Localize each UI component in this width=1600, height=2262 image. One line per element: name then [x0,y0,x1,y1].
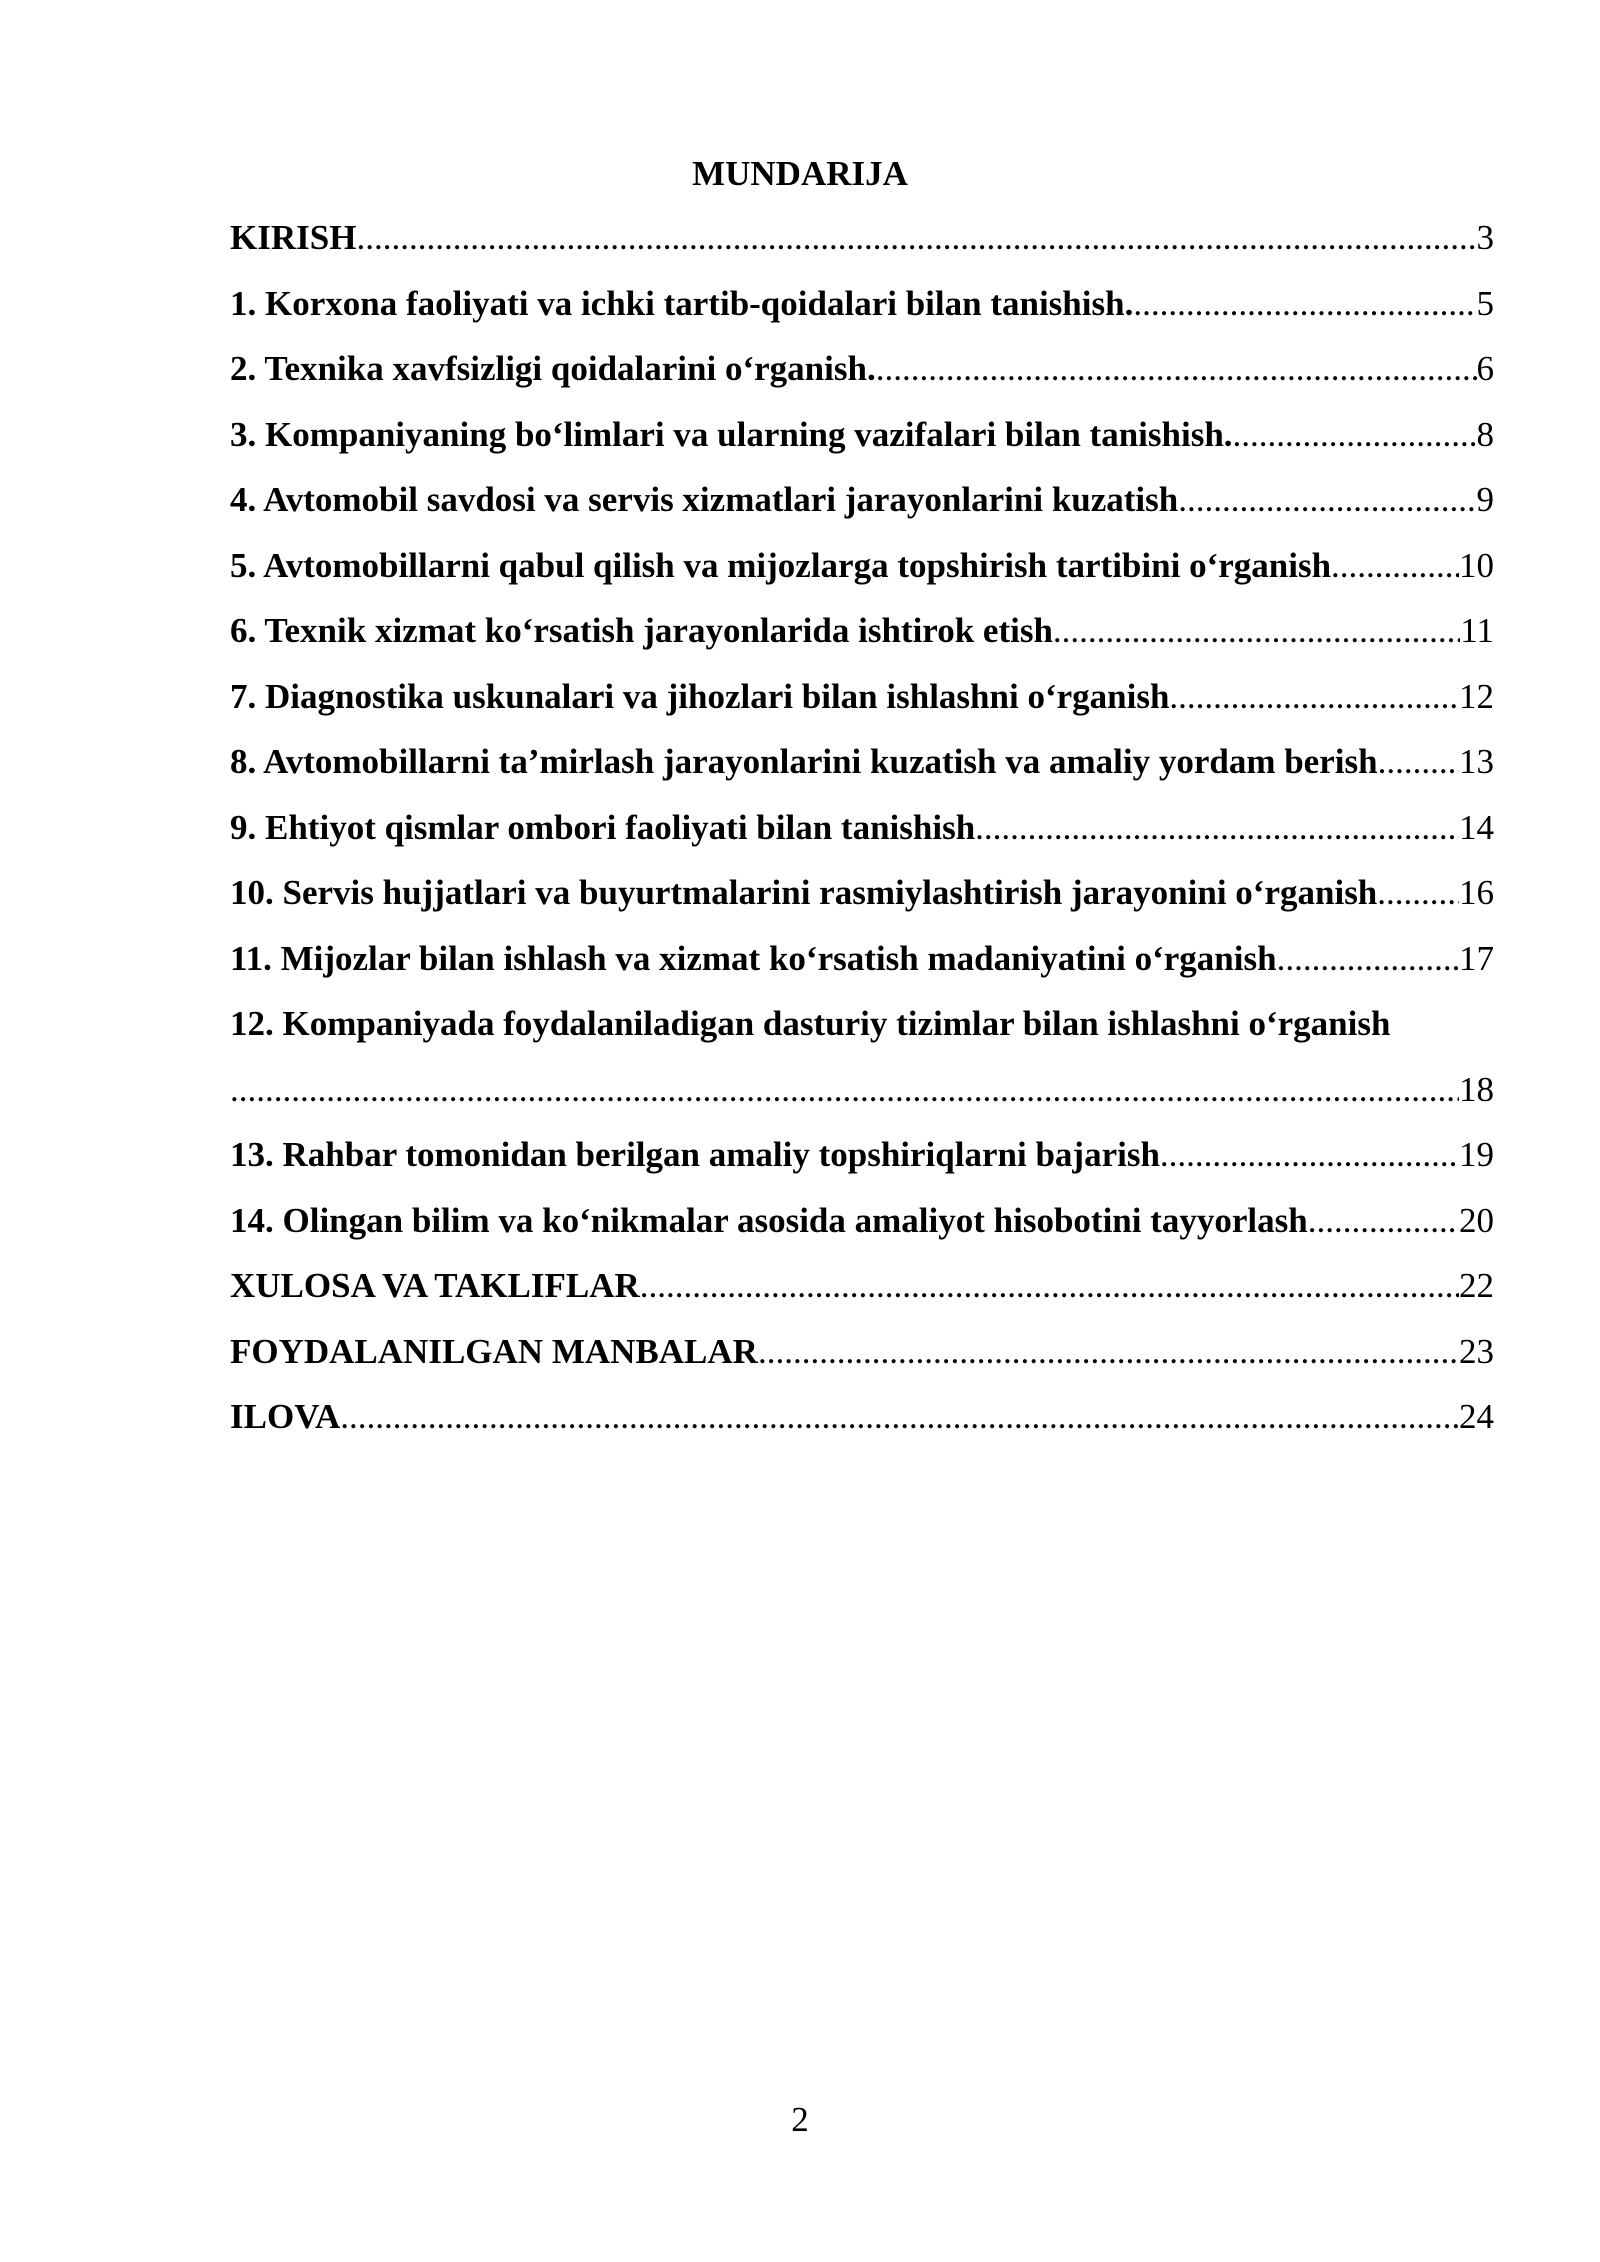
toc-entry-12[interactable] [230,1002,1494,1133]
toc-entry-kirish[interactable] [230,216,1494,282]
dot-leader [758,1330,1459,1374]
toc-entry-6[interactable] [230,609,1494,675]
toc-entry-7[interactable] [230,675,1494,741]
toc-entry-9[interactable] [230,806,1494,872]
toc-entry-label: 5. Avtomobillarni qabul qilish va mijozlarga topshirish tartibini o‘rganish [230,545,1332,585]
toc-entry-page: 8 [1476,414,1494,454]
dot-leader [876,347,1477,391]
toc-entry-page: 14 [1459,807,1494,847]
toc-entry-3[interactable] [230,413,1494,479]
toc-entry-label: 11. Mijozlar bilan ishlash va xizmat ko‘rsatish madaniyatini o‘rganish [230,938,1277,978]
toc-entry-label: 10. Servis hujjatlari va buyurtmalarini rasmiylashtirish jarayonini o‘rganish [230,873,1378,912]
toc-entry-label: ILOVA [230,1397,341,1436]
toc-entry-label: 8. Avtomobillarni ta’mirlash jarayonlarini kuzatish va amaliy yordam berish [230,742,1378,781]
toc-entry-label: 14. Olingan bilim va ko‘nikmalar asosida amaliyot hisobotini tayyorlash [230,1200,1308,1240]
toc-entry-xulosa[interactable] [230,1264,1494,1330]
dot-leader [1160,1133,1459,1177]
dot-leader [1377,871,1459,915]
toc-entry-2[interactable] [230,347,1494,413]
toc-entry-13[interactable] [230,1133,1494,1199]
toc-entry-label: 9. Ehtiyot qismlar ombori faoliyati bilan tanishish [230,807,976,847]
toc-entry-page: 13 [1459,742,1494,781]
dot-leader [1378,740,1459,784]
toc-entry-label: 4. Avtomobil savdosi va servis xizmatlari jarayonlarini kuzatish [230,480,1179,519]
toc-entry-8[interactable] [230,740,1494,806]
toc-entry-leader-line [230,1068,1494,1134]
toc-entry-page: 16 [1459,873,1494,912]
toc-entry-label: 12. Kompaniyada foydalaniladigan dasturiy tizimlar bilan ishlashni o‘rganish [230,1004,1391,1043]
toc-entry-label: 7. Diagnostika uskunalari va jihozlari bilan ishlashni o‘rganish [230,676,1170,716]
dot-leader [356,216,1476,260]
dot-leader [1053,609,1460,653]
dot-leader [1277,937,1459,981]
dot-leader [1178,478,1476,522]
toc-entry-page: 10 [1459,545,1494,585]
dot-leader [1233,413,1477,457]
toc-entry-11[interactable] [230,937,1494,1003]
toc-entry-page: 9 [1476,480,1494,519]
toc-entry-page: 18 [1459,1069,1494,1109]
toc-entry-label: 13. Rahbar tomonidan berilgan amaliy topshiriqlarni bajarish [230,1135,1160,1174]
dot-leader [1331,544,1459,588]
dot-leader [975,806,1459,850]
toc-entry-page: 3 [1476,218,1494,257]
toc-entry-1[interactable] [230,282,1494,348]
toc-entry-page: 20 [1459,1200,1494,1240]
toc-entry-page: 6 [1476,349,1494,388]
toc-entry-10[interactable] [230,871,1494,937]
dot-leader [640,1264,1459,1308]
page-number: 2 [791,2100,809,2139]
toc-entry-label: KIRISH [230,218,357,257]
toc-entry-label: XULOSA VA TAKLIFLAR [230,1266,640,1305]
dot-leader [1308,1199,1459,1243]
toc-entry-label: FOYDALANILGAN MANBALAR [230,1331,758,1371]
dot-leader [340,1395,1459,1439]
dot-leader [230,1068,1459,1112]
toc-entry-label: 2. Texnika xavfsizligi qoidalarini o‘rganish. [230,349,876,388]
toc-entry-label: 6. Texnik xizmat ko‘rsatish jarayonlarida ishtirok etish [230,611,1053,650]
toc-entry-ilova[interactable] [230,1395,1494,1461]
toc-entry-page: 23 [1459,1331,1494,1371]
toc-entry-page: 11 [1460,611,1494,650]
toc-entry-page: 22 [1459,1266,1494,1305]
toc-entry-label: 3. Kompaniyaning bo‘limlari va ularning vazifalari bilan tanishish. [230,414,1233,454]
toc-entry-label: 1. Korxona faoliyati va ichki tartib-qoidalari bilan tanishish. [230,283,1134,323]
toc-title: MUNDARIJA [692,154,908,193]
toc-entry-page: 17 [1459,938,1494,978]
toc-entry-manbalar[interactable] [230,1330,1494,1396]
toc-entry-page: 12 [1459,676,1494,716]
toc-entry-4[interactable] [230,478,1494,544]
toc-entry-page: 19 [1459,1135,1494,1174]
dot-leader [1169,675,1459,719]
dot-leader [1133,282,1476,326]
toc-entry-14[interactable] [230,1199,1494,1265]
toc-entry-page: 24 [1459,1397,1494,1436]
toc-entry-page: 5 [1476,283,1494,323]
table-of-contents [230,216,1494,1461]
toc-entry-5[interactable] [230,544,1494,610]
